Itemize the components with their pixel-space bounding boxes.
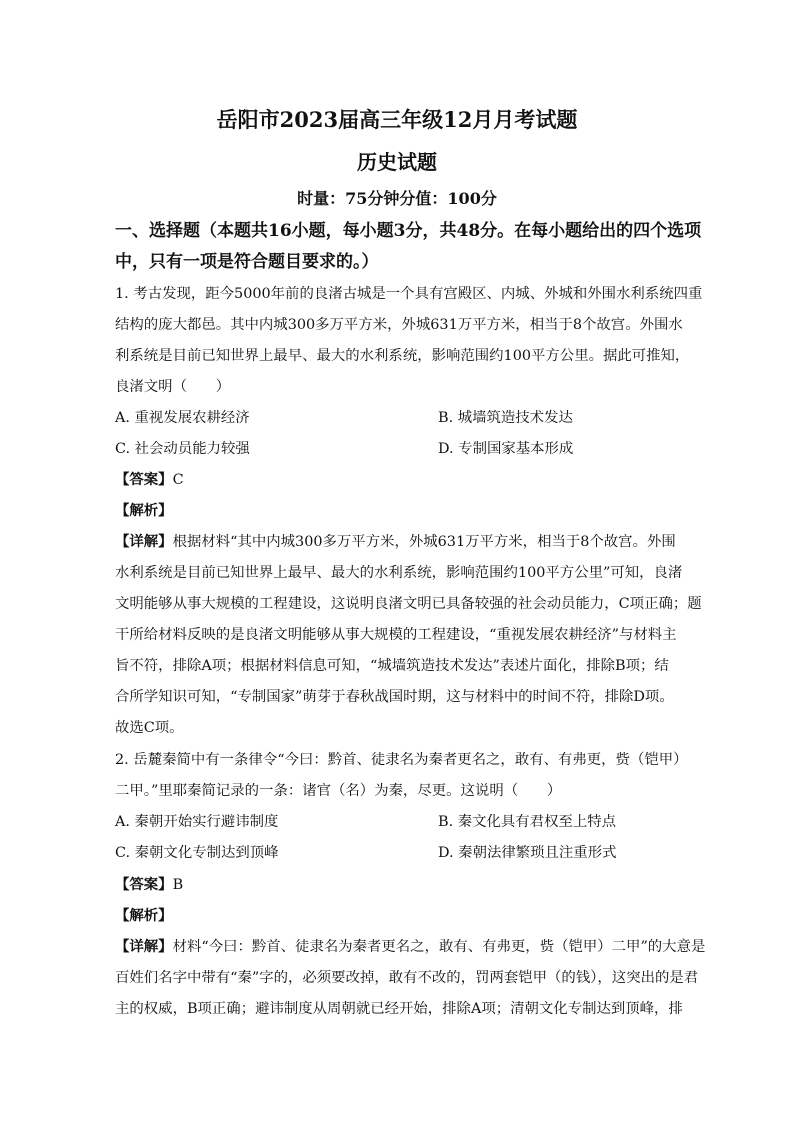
q2-stem-line: 2. 岳麓秦简中有一条律令“今曰：黔首、徒隶名为秦者更名之，敢有、有弗更，赀（铠甲） — [115, 752, 688, 768]
q1-answer-value: C — [172, 472, 184, 488]
q2-analysis-label: 【解析】 — [115, 907, 173, 924]
q2-detail-line: 百姓们名字中带有“秦”字的，必须要改掉，敢有不改的，罚两套铠甲（的钱），这突出的是君 — [115, 970, 699, 986]
q1-option-c: C. 社会动员能力较强 — [115, 441, 250, 457]
q1-answer-line — [115, 468, 184, 489]
q2-answer-line — [115, 873, 183, 894]
q1-stem-line: 良渚文明（ ） — [115, 379, 231, 395]
section-heading-line2: 中，只有一项是符合题目要求的。） — [115, 252, 379, 272]
q2-option-d: D. 秦朝法律繁琐且注重形式 — [438, 845, 617, 861]
q2-option-c: C. 秦朝文化专制达到顶峰 — [115, 845, 279, 861]
q1-stem-line: 利系统是目前已知世界上最早、最大的水利系统，影响范围约100平方公里。据此可推知， — [115, 348, 690, 364]
q2-answer-label: 【答案】 — [115, 876, 173, 893]
subject-title: 历史试题 — [357, 150, 437, 174]
q2-detail-label: 【详解】 — [115, 938, 173, 955]
q1-detail-line: 故选C项。 — [115, 720, 184, 736]
q1-detail-label: 【详解】 — [115, 533, 173, 550]
exam-title: 岳阳市2023届高三年级12月月考试题 — [216, 107, 578, 132]
q1-analysis-label: 【解析】 — [115, 502, 173, 519]
q1-option-b: B. 城墙筑造技术发达 — [438, 410, 573, 426]
q2-stem-line: 二甲。”里耶秦简记录的一条：诸官（名）为秦，尽更。这说明（ ） — [115, 783, 562, 799]
q1-detail-line: 文明能够从事大规模的工程建设，这说明良渚文明已具备较强的社会动员能力，C项正确；题 — [115, 596, 702, 612]
q1-detail-line: 干所给材料反映的是良渚文明能够从事大规模的工程建设，“重视发展农耕经济”与材料主 — [115, 627, 677, 643]
q1-option-d: D. 专制国家基本形成 — [438, 441, 574, 457]
q1-detail-line: 水利系统是目前已知世界上最早、最大的水利系统，影响范围约100平方公里”可知，良渚 — [115, 565, 683, 581]
time-score-line: 时量：75分钟分值：100分 — [297, 189, 497, 208]
q2-detail-line — [115, 935, 705, 956]
section-heading-line1: 一、选择题（本题共16小题，每小题3分，共48分。在每小题给出的四个选项 — [115, 221, 702, 241]
q2-option-b: B. 秦文化具有君权至上特点 — [438, 814, 617, 830]
q2-answer-value: B — [172, 877, 184, 893]
q2-detail-line: 主的权威，B项正确；避讳制度从周朝就已经开始，排除A项；清朝文化专制达到顶峰，排 — [115, 1001, 683, 1017]
q1-stem-line: 结构的庞大都邑。其中内城300多万平方米，外城631万平方米，相当于8个故宫。外围水 — [115, 317, 683, 333]
q1-detail-text: 根据材料“其中内城300多万平方米，外城631万平方米，相当于8个故宫。外围 — [172, 534, 676, 550]
q1-answer-label: 【答案】 — [115, 471, 173, 488]
q1-detail-line: 旨不符，排除A项；根据材料信息可知，“城墙筑造技术发达”表述片面化，排除B项；结 — [115, 658, 669, 674]
q1-detail-line — [115, 530, 676, 551]
q1-stem-line: 1. 考古发现，距今5000年前的良渚古城是一个具有宫殿区、内城、外城和外围水利系统四重 — [115, 286, 703, 302]
q1-option-a: A. 重视发展农耕经济 — [115, 410, 250, 426]
q2-detail-text: 材料“今曰：黔首、徒隶名为秦者更名之，敢有、有弗更，赀（铠甲）二甲”的大意是 — [172, 939, 706, 955]
q1-detail-line: 合所学知识可知，“专制国家”萌芽于春秋战国时期，这与材料中的时间不符，排除D项。 — [115, 689, 674, 705]
q2-option-a: A. 秦朝开始实行避讳制度 — [115, 814, 279, 830]
